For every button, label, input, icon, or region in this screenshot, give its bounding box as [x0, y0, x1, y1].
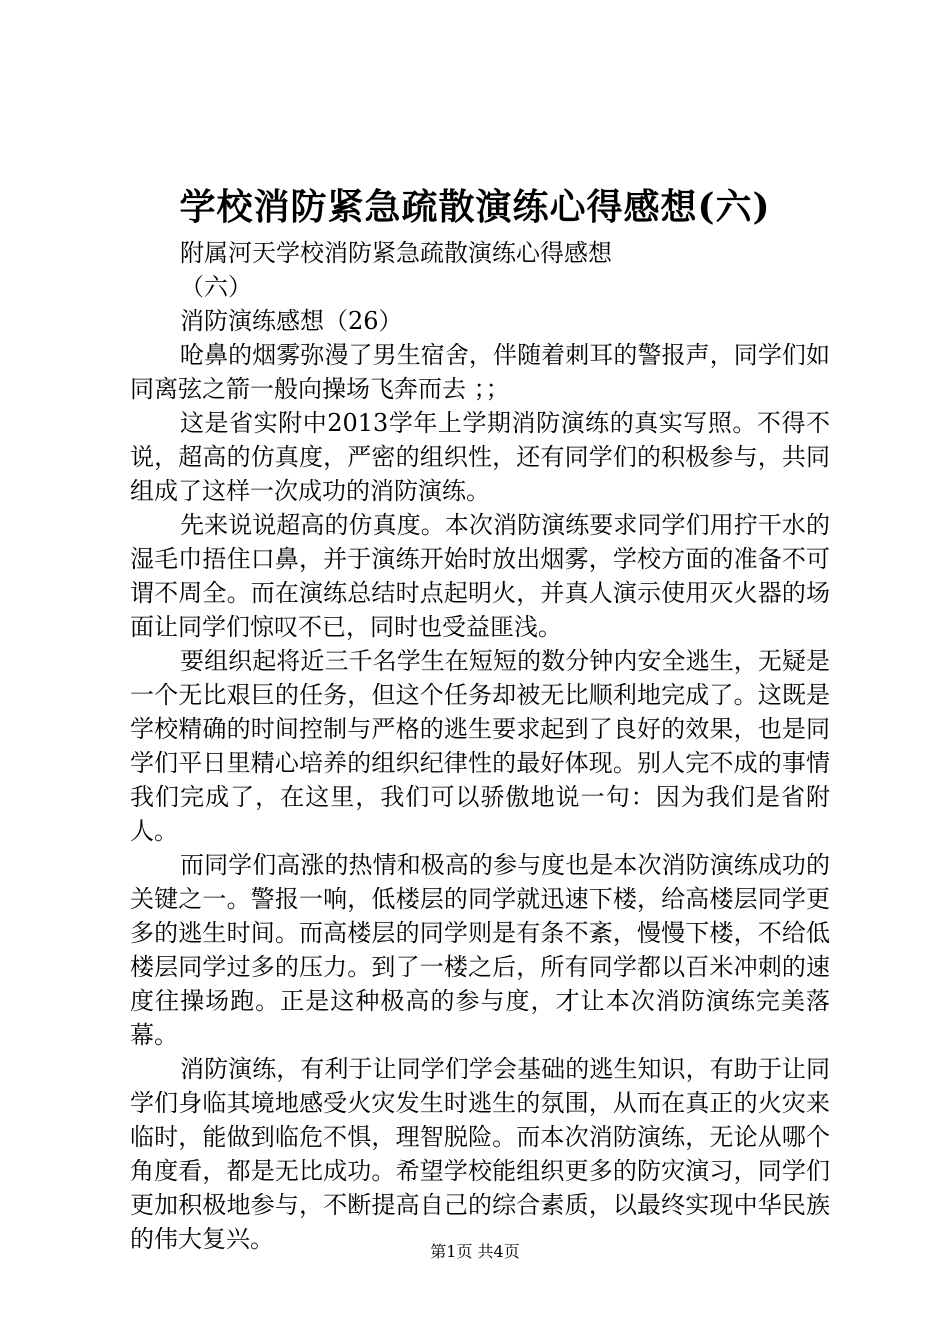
section-heading: 消防演练感想（26）	[180, 307, 403, 335]
document-title: 学校消防紧急疏散演练心得感想(六)	[179, 186, 771, 228]
document-body	[130, 236, 830, 1256]
paragraph-3: 先来说说超高的仿真度。本次消防演练要求同学们用拧干水的湿毛巾捂住口鼻，并于演练开始时放出烟雾，学校方面的准备不可谓不周全。而在演练总结时点起明火，并真人演示使用灭火器的场面让同学们惊叹不已，同时也受益匪浅。	[130, 511, 830, 641]
paragraph-5: 而同学们高涨的热情和极高的参与度也是本次消防演练成功的关键之一。警报一响，低楼层的同学就迅速下楼，给高楼层同学更多的逃生时间。而高楼层的同学则是有条不紊，慢慢下楼，不给低楼层同学过多的压力。到了一楼之后，所有同学都以百米冲刺的速度往操场跑。正是这种极高的参与度，才让本次消防演练完美落幕。	[130, 851, 830, 1049]
paragraph-4: 要组织起将近三千名学生在短短的数分钟内安全逃生，无疑是一个无比艰巨的任务，但这个任务却被无比顺利地完成了。这既是学校精确的时间控制与严格的逃生要求起到了良好的效果，也是同学们平日里精心培养的组织纪律性的最好体现。别人完不成的事情我们完成了，在这里，我们可以骄傲地说一句：因为我们是省附人。	[130, 647, 830, 845]
paragraph-1: 呛鼻的烟雾弥漫了男生宿舍，伴随着刺耳的警报声，同学们如同离弦之箭一般向操场飞奔而去 ；；	[130, 341, 830, 403]
paragraph-6: 消防演练，有利于让同学们学会基础的逃生知识，有助于让同学们身临其境地感受火灾发生时逃生的氛围，从而在真正的火灾来临时，能做到临危不惧，理智脱险。而本次消防演练，无论从哪个角度看，都是无比成功。希望学校能组织更多的防灾演习，同学们更加积极地参与，不断提高自己的综合素质，以最终实现中华民族的伟大复兴。	[130, 1055, 830, 1253]
subtitle-line-1: 附属河天学校消防紧急疏散演练心得感想	[180, 239, 612, 267]
page-footer: 第1页 共4页	[430, 1242, 520, 1261]
paragraph-2: 这是省实附中2013学年上学期消防演练的真实写照。不得不说，超高的仿真度，严密的组织性，还有同学们的积极参与，共同组成了这样一次成功的消防演练。	[130, 409, 830, 505]
subtitle-line-2: （六）	[180, 273, 252, 301]
